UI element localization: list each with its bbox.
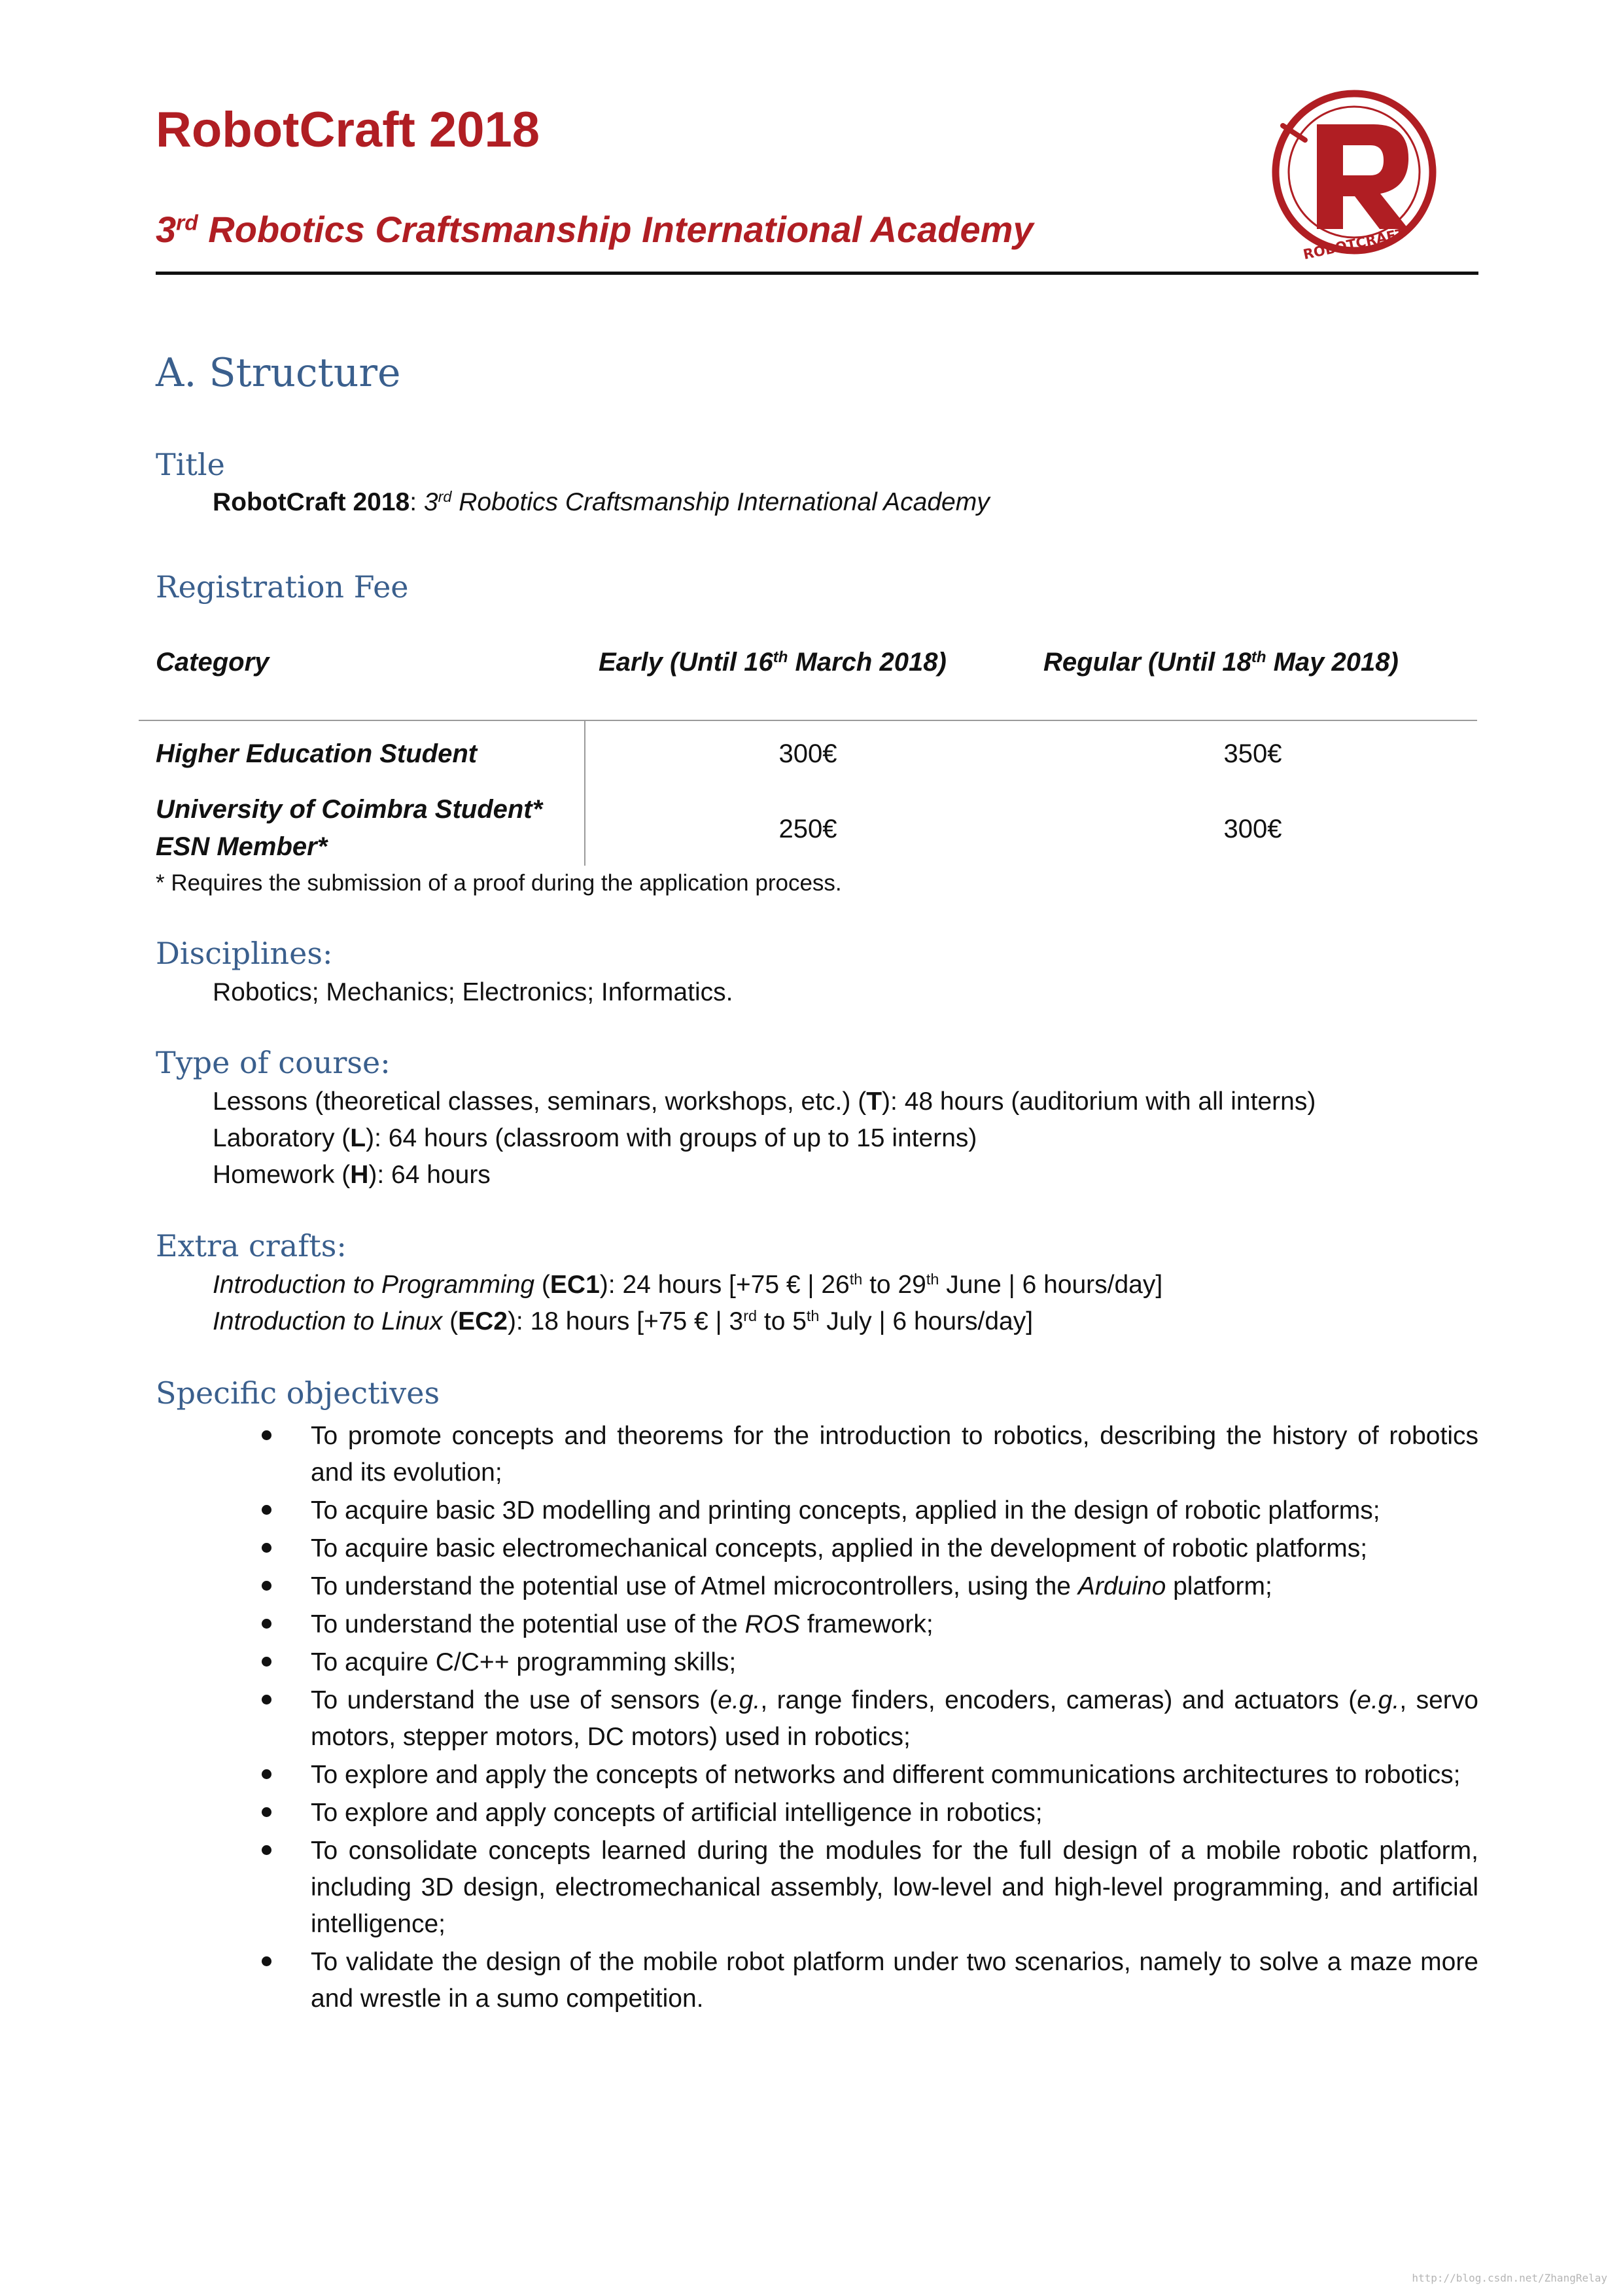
bullet-icon <box>262 1581 271 1591</box>
bullet-icon <box>262 1695 271 1704</box>
course-lessons: Lessons (theoretical classes, seminars, workshops, etc.) (T): 48 hours (auditorium with all interns) <box>213 1087 1316 1116</box>
list-item: To understand the potential use of the ROS framework; <box>262 1606 1478 1643</box>
fee-table-header-category: Category <box>156 648 270 677</box>
course-laboratory: Laboratory (L): 64 hours (classroom with groups of up to 15 interns) <box>213 1124 977 1152</box>
watermark: http://blog.csdn.net/ZhangRelay <box>1412 2272 1607 2284</box>
fee-table-header-regular: Regular (Until 18th May 2018) <box>1043 648 1399 677</box>
bullet-icon <box>262 1619 271 1629</box>
list-item: To understand the potential use of Atmel microcontrollers, using the Arduino platform; <box>262 1568 1478 1605</box>
list-item: To validate the design of the mobile robot platform under two scenarios, namely to solve a maze more and wrestle in a sumo competition. <box>262 1944 1478 2017</box>
fee-row-label-esn-member: ESN Member* <box>156 832 328 861</box>
list-item: To acquire basic electromechanical concepts, applied in the development of robotic platforms; <box>262 1530 1478 1567</box>
fee-row-label-coimbra-student: University of Coimbra Student* <box>156 795 543 824</box>
robotcraft-logo <box>1259 77 1449 267</box>
objectives-list <box>262 1418 1478 2019</box>
fee-table-column-rule <box>584 720 585 866</box>
fee-footnote: * Requires the submission of a proof during the application process. <box>156 870 842 896</box>
heading-disciplines: Disciplines: <box>156 936 333 971</box>
heading-specific-objectives: Specific objectives <box>156 1375 440 1411</box>
heading-title: Title <box>156 447 225 482</box>
list-item: To consolidate concepts learned during the modules for the full design of a mobile robotic platform, including 3D design, electromechanical assembly, low-level and high-level programming, and artificial intelligence; <box>262 1833 1478 1943</box>
section-heading-structure: A. Structure <box>156 350 401 396</box>
bullet-icon <box>262 1845 271 1855</box>
list-item: To acquire C/C++ programming skills; <box>262 1644 1478 1681</box>
heading-registration-fee: Registration Fee <box>156 569 409 605</box>
extra-craft-programming: Introduction to Programming (EC1): 24 hours [+75 € | 26th to 29th June | 6 hours/day] <box>213 1271 1163 1299</box>
bullet-icon <box>262 1769 271 1779</box>
list-item: To explore and apply the concepts of networks and different communications architectures to robotics; <box>262 1757 1478 1793</box>
list-item: To promote concepts and theorems for the introduction to robotics, describing the history of robotics and its evolution; <box>262 1418 1478 1491</box>
fee-table-rule <box>139 720 1477 721</box>
svg-text:ROBOTCRAFT: ROBOTCRAFT <box>1301 225 1407 263</box>
list-item: To acquire basic 3D modelling and printing concepts, applied in the design of robotic platforms; <box>262 1492 1478 1529</box>
list-item: To understand the use of sensors (e.g., range finders, encoders, cameras) and actuators (e.g., servo motors, stepper motors, DC motors) used in robotics; <box>262 1682 1478 1756</box>
heading-type-of-course: Type of course: <box>156 1045 391 1080</box>
fee-row-higher-education-regular: 350€ <box>1223 739 1282 768</box>
fee-row-higher-education-early: 300€ <box>778 739 837 768</box>
extra-craft-linux: Introduction to Linux (EC2): 18 hours [+75 € | 3rd to 5th July | 6 hours/day] <box>213 1307 1034 1335</box>
course-homework: Homework (H): 64 hours <box>213 1161 491 1189</box>
fee-row-coimbra-regular: 300€ <box>1223 815 1282 843</box>
bullet-icon <box>262 1543 271 1553</box>
list-item: To explore and apply concepts of artificial intelligence in robotics; <box>262 1795 1478 1831</box>
bullet-icon <box>262 1807 271 1817</box>
disciplines-text: Robotics; Mechanics; Electronics; Informatics. <box>213 978 733 1006</box>
bullet-icon <box>262 1505 271 1515</box>
header-rule <box>156 272 1478 275</box>
fee-table-header-early: Early (Until 16th March 2018) <box>599 648 947 677</box>
fee-row-coimbra-early: 250€ <box>778 815 837 843</box>
document-subtitle: 3rd Robotics Craftsmanship International Academy <box>156 209 1034 250</box>
document-title: RobotCraft 2018 <box>156 102 540 158</box>
bullet-icon <box>262 1657 271 1667</box>
fee-row-label-higher-education: Higher Education Student <box>156 739 478 768</box>
bullet-icon <box>262 1430 271 1440</box>
heading-extra-crafts: Extra crafts: <box>156 1228 347 1263</box>
bullet-icon <box>262 1956 271 1966</box>
title-text: RobotCraft 2018: 3rd Robotics Craftsmanship International Academy <box>213 488 990 516</box>
